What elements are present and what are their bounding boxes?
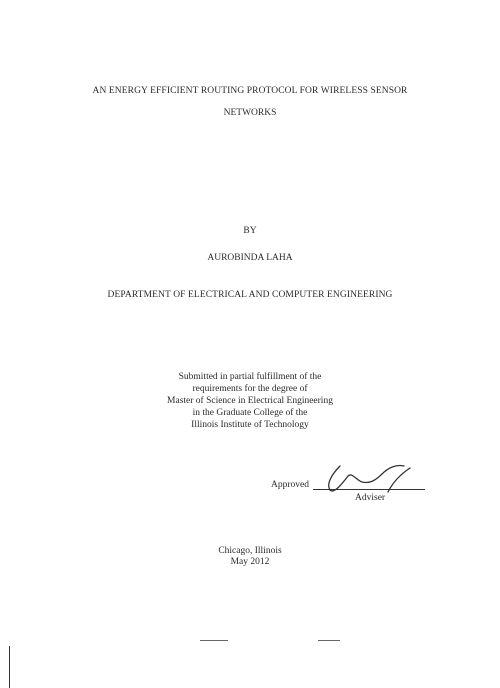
thesis-title-line-1: AN ENERGY EFFICIENT ROUTING PROTOCOL FOR WIRELESS SENSOR <box>92 86 408 96</box>
place-and-date <box>0 546 500 568</box>
department-name: DEPARTMENT OF ELECTRICAL AND COMPUTER ENGINEERING <box>107 290 393 300</box>
submission-line: in the Graduate College of the <box>192 408 308 418</box>
by-label: BY <box>243 226 257 236</box>
submission-line: Illinois Institute of Technology <box>191 420 309 430</box>
author-name: AUROBINDA LAHA <box>207 253 293 263</box>
scan-artifact <box>318 640 340 641</box>
thesis-title-line-2: NETWORKS <box>223 108 277 118</box>
submission-line: Master of Science in Electrical Engineering <box>167 396 333 406</box>
adviser-signature <box>318 462 418 496</box>
city-label: Chicago, Illinois <box>218 546 282 556</box>
submission-line: Submitted in partial fulfillment of the <box>178 372 322 382</box>
scan-artifact <box>200 640 228 641</box>
submission-statement <box>0 371 500 431</box>
scan-edge <box>9 646 10 688</box>
approved-label: Approved <box>271 480 309 490</box>
adviser-label: Adviser <box>355 493 386 503</box>
date-label: May 2012 <box>230 557 270 567</box>
submission-line: requirements for the degree of <box>192 384 308 394</box>
